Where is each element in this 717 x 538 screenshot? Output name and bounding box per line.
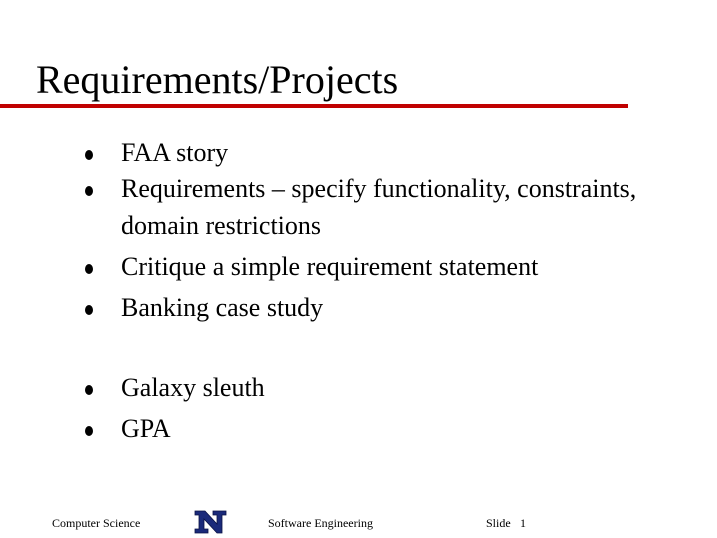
university-n-logo-icon [192,509,228,535]
footer-course: Software Engineering [268,516,373,530]
bullet-text: Critique a simple requirement statement [121,252,539,281]
slide-title: Requirements/Projects [36,57,399,102]
bullet-text: FAA story [121,138,229,167]
footer-slide-number: 1 [520,516,526,530]
bullet-dot-icon [85,426,93,436]
bullet-text: Requirements – specify functionality, constraints, [121,174,637,203]
bullet-dot-icon [85,305,93,315]
bullet-dot-icon [85,186,93,196]
bullet-dot-icon [85,385,93,395]
bullet-text: Banking case study [121,293,324,322]
bullet-text: Galaxy sleuth [121,373,265,402]
bullet-dot-icon [85,150,93,160]
bullet-text: GPA [121,414,171,443]
footer-slide-label: Slide [486,516,511,530]
bullet-dot-icon [85,264,93,274]
bullet-text-continuation: domain restrictions [121,211,322,240]
title-divider [0,104,628,108]
footer-department: Computer Science [52,516,141,530]
